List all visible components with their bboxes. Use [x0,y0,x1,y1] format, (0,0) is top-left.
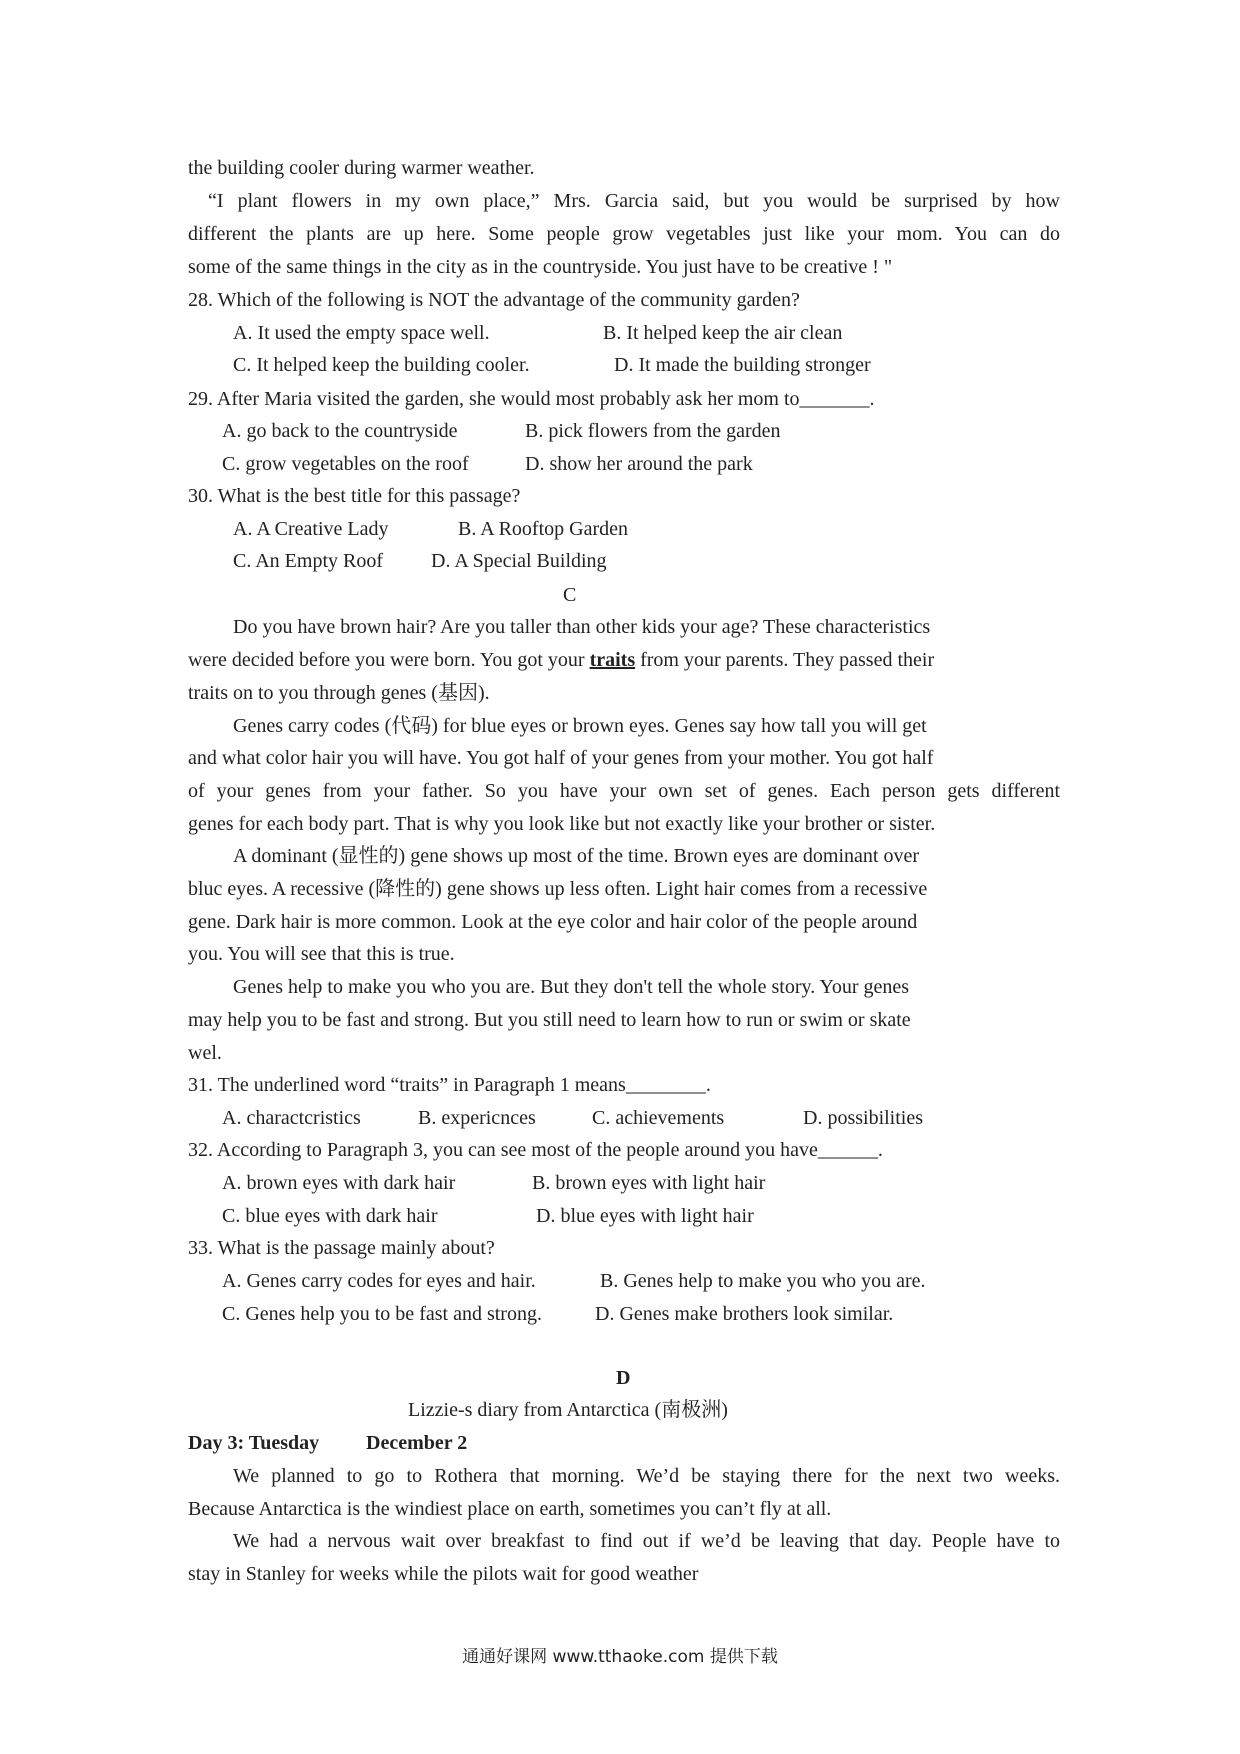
text-fragment: from your parents. They passed their [635,649,935,671]
text-line: traits on to you through genes (基因). [188,682,490,704]
text-line: genes for each body part. That is why you look like but not exactly like your brother or sister. [188,813,936,835]
question-29-option-d: D. show her around the park [525,453,753,475]
passage-d-title: Lizzie-s diary from Antarctica (南极洲) [408,1399,728,1421]
question-32-stem: 32. According to Paragraph 3, you can see most of the people around you have______. [188,1139,883,1161]
text-line: stay in Stanley for weeks while the pilots wait for good weather [188,1563,699,1585]
question-29-option-a: A. go back to the countryside [222,420,458,442]
text-line: Genes help to make you who you are. But they don't tell the whole story. Your genes [233,976,910,998]
question-31-option-b: B. expericnces [418,1107,536,1129]
text-line: A dominant (显性的) gene shows up most of the time. Brown eyes are dominant over [233,845,919,867]
page-footer: 通通好课网 www.tthaoke.com 提供下载 [462,1647,778,1667]
question-31-option-a: A. charactcristics [222,1107,361,1129]
question-30-option-b: B. A Rooftop Garden [458,518,628,540]
question-28-option-a: A. It used the empty space well. [233,322,490,344]
question-30-option-c: C. An Empty Roof [233,550,384,572]
text-line: the building cooler during warmer weather. [188,157,535,179]
text-line: Because Antarctica is the windiest place on earth, sometimes you can’t fly at all. [188,1498,832,1520]
question-33-option-a: A. Genes carry codes for eyes and hair. [222,1270,536,1292]
diary-day: Day 3: Tuesday [188,1432,320,1454]
text-line: wel. [188,1042,222,1064]
question-32-option-d: D. blue eyes with light hair [536,1205,754,1227]
text-line: some of the same things in the city as in the countryside. You just have to be creative ! " [188,256,893,278]
diary-date: December 2 [366,1432,468,1454]
text-line: bluc eyes. A recessive (降性的) gene shows up less often. Light hair comes from a recessive [188,878,928,900]
question-29-option-b: B. pick flowers from the garden [525,420,781,442]
text-line: of your genes from your father. So you have your own set of genes. Each person gets different [188,780,1060,802]
question-28-option-d: D. It made the building stronger [614,354,871,376]
question-32-option-c: C. blue eyes with dark hair [222,1205,438,1227]
question-30-option-d: D. A Special Building [431,550,607,572]
question-28-stem: 28. Which of the following is NOT the advantage of the community garden? [188,289,800,311]
question-33-option-d: D. Genes make brothers look similar. [595,1303,894,1325]
question-32-option-a: A. brown eyes with dark hair [222,1172,456,1194]
question-29-stem: 29. After Maria visited the garden, she would most probably ask her mom to_______. [188,388,875,410]
question-33-option-c: C. Genes help you to be fast and strong. [222,1303,542,1325]
text-line: We had a nervous wait over breakfast to find out if we’d be leaving that day. People have to [233,1530,1060,1552]
text-line: you. You will see that this is true. [188,943,455,965]
question-31-stem: 31. The underlined word “traits” in Paragraph 1 means________. [188,1074,711,1096]
text-line: different the plants are up here. Some people grow vegetables just like your mom. You can do [188,223,1060,245]
question-31-option-c: C. achievements [592,1107,725,1129]
question-30-stem: 30. What is the best title for this passage? [188,485,521,507]
text-line: We planned to go to Rothera that morning. We’d be staying there for the next two weeks. [233,1465,1060,1487]
text-line: Genes carry codes (代码) for blue eyes or brown eyes. Genes say how tall you will get [233,715,927,737]
question-33-stem: 33. What is the passage mainly about? [188,1237,495,1259]
question-30-option-a: A. A Creative Lady [233,518,389,540]
text-line [188,650,934,670]
text-line: “I plant flowers in my own place,” Mrs. Garcia said, but you would be surprised by how [208,190,1060,212]
passage-c-heading: C [563,584,577,606]
text-line: gene. Dark hair is more common. Look at the eye color and hair color of the people around [188,911,918,933]
question-29-option-c: C. grow vegetables on the roof [222,453,469,475]
text-line: may help you to be fast and strong. But you still need to learn how to run or swim or skate [188,1009,911,1031]
text-line: Do you have brown hair? Are you taller than other kids your age? These characteristics [233,616,931,638]
text-line: and what color hair you will have. You got half of your genes from your mother. You got half [188,747,934,769]
question-28-option-b: B. It helped keep the air clean [603,322,843,344]
question-33-option-b: B. Genes help to make you who you are. [600,1270,926,1292]
question-32-option-b: B. brown eyes with light hair [532,1172,766,1194]
question-31-option-d: D. possibilities [803,1107,924,1129]
question-28-option-c: C. It helped keep the building cooler. [233,354,530,376]
underlined-word-traits: traits [589,649,636,671]
passage-d-heading: D [616,1367,631,1389]
text-fragment: were decided before you were born. You got your [188,649,590,671]
